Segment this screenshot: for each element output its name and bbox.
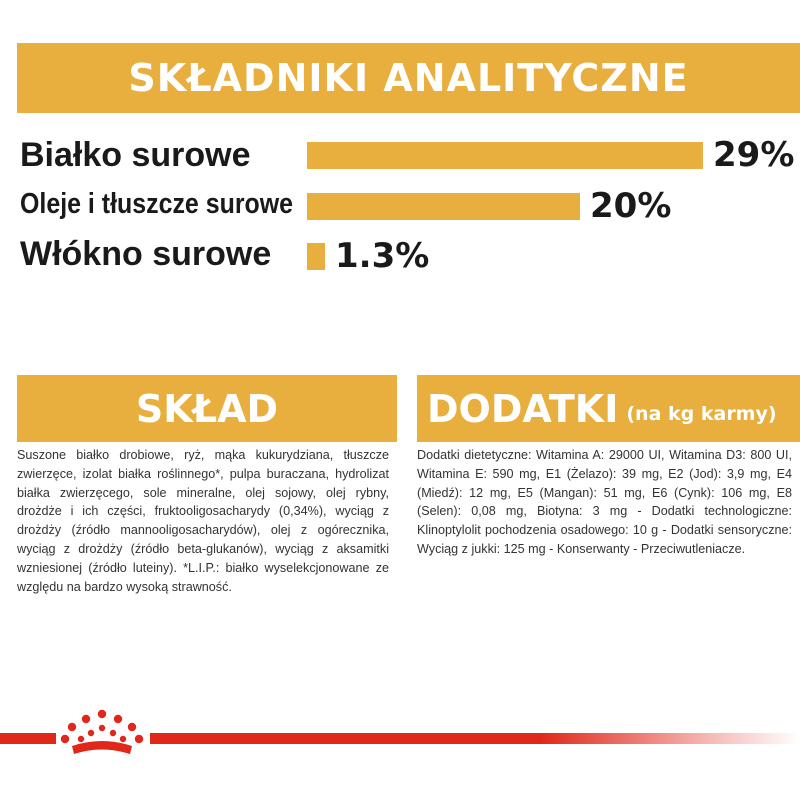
nutrient-value: 29% [713, 135, 795, 175]
analytic-title-banner [17, 43, 800, 113]
dodatki-subtitle: (na kg karmy) [626, 402, 777, 425]
nutrient-label: Oleje i tłuszcze surowe [20, 188, 294, 220]
sklad-banner [17, 375, 397, 442]
nutrient-value: 1.3% [335, 236, 430, 276]
sklad-title: SKŁAD [135, 386, 279, 431]
crown-icon [58, 708, 146, 758]
nutrient-bar [307, 142, 703, 169]
dodatki-banner [417, 375, 800, 442]
nutrient-label: Białko surowe [20, 136, 251, 174]
dodatki-title: DODATKI [427, 386, 619, 431]
sklad-text: Suszone białko drobiowe, ryż, mąka kukurydziana, tłuszcze zwierzęce, izolat białka roślinnego*, pulpa buraczana, hydrolizat białka zwierzęcego, sole mineralne, olej sojowy, olej rybny, drożdże i ich części, fruktooligosacharydy (0,34%), wyciąg z drożdży (źródło mannooligosacharydów), olej z ogórecznika, wyciąg z drożdży (źródło beta-glukanów), wyciąg z aksamitki wzniesionej (źródło luteiny). *L.I.P.: białko wyselekcjonowane ze względu na bardzo wysoką strawność. [17, 448, 389, 594]
analytic-title: SKŁADNIKI ANALITYCZNE [128, 56, 689, 100]
footer-line-left [0, 733, 56, 744]
nutrient-bar [307, 243, 325, 270]
dodatki-text: Dodatki dietetyczne: Witamina A: 29000 UI, Witamina D3: 800 UI, Witamina E: 590 mg, E1 (Żelazo): 39 mg, E2 (Jod): 3,9 mg, E4 (Miedź): 12 mg, E5 (Mangan): 51 mg, E6 (Cynk): 106 mg, E8 (Selen): 0,08 mg, Biotyna: 3 mg - Dodatki technologiczne: Klinoptylolit pochodzenia osadowego: 10 g - Dodatki sensoryczne: Wyciąg z jukki: 125 mg - Konserwanty - Przeciwutleniacze. [417, 448, 792, 556]
footer-line-right [150, 733, 800, 744]
nutrient-label: Włókno surowe [20, 235, 272, 273]
nutrient-value: 20% [590, 186, 672, 226]
nutrient-bar [307, 193, 580, 220]
